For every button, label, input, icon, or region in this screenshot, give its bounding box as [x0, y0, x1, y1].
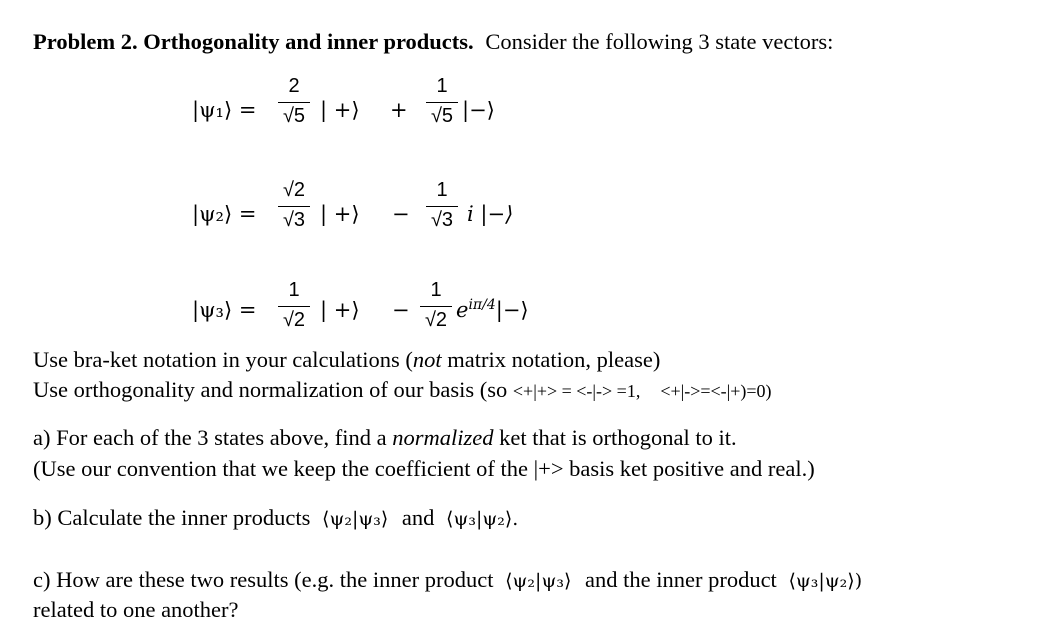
instruction-line-1: [33, 349, 660, 372]
psi3-frac1-den: √2: [282, 309, 306, 331]
part-c-inner-product-1: ⟨ψ₂|ψ₃⟩: [505, 570, 572, 592]
problem-intro: Consider the following 3 state vectors:: [485, 29, 834, 54]
psi2-op: −: [392, 202, 410, 226]
psi1-frac1: [276, 76, 312, 130]
instruction-1-text-b: matrix notation, please): [441, 347, 661, 372]
psi3-frac2-num: 1: [430, 279, 442, 301]
psi3-op: −: [392, 298, 410, 322]
psi1-frac1-num: 2: [288, 75, 300, 97]
psi3-frac1: [276, 280, 312, 334]
psi3-frac1-num: 1: [288, 279, 300, 301]
part-a-text-b: ket that is orthogonal to it.: [493, 425, 737, 450]
part-c-inner-product-2: ⟨ψ₃|ψ₂⟩): [788, 570, 863, 592]
instruction-1-not: not: [412, 347, 442, 372]
part-c-text-mid: and the inner product: [585, 567, 777, 592]
psi3-term1: | +⟩: [320, 298, 360, 322]
part-b-inner-product-2: ⟨ψ₃|ψ₂⟩.: [446, 508, 519, 530]
problem-heading: Problem 2. Orthogonality and inner products.: [33, 29, 474, 54]
psi2-term2: i |−⟩: [467, 202, 514, 226]
part-a-line-1: [33, 427, 737, 450]
psi1-frac2-num: 1: [436, 75, 448, 97]
instruction-2-basis-norm: <+|+> = <-|-> =1,: [512, 381, 641, 401]
part-c-line-2: [33, 599, 239, 622]
psi1-frac2: [424, 76, 460, 130]
psi3-term2: |−⟩: [495, 298, 529, 322]
psi3-frac2: [418, 280, 454, 334]
psi3-frac2-den: √2: [424, 309, 448, 331]
psi3-term2-group: [456, 297, 529, 322]
part-c-line-1: [33, 569, 862, 592]
part-a-normalized: normalized: [392, 425, 494, 450]
fraction-bar: [278, 206, 310, 207]
psi3-exp-base: e: [456, 298, 469, 322]
psi2-term1: | +⟩: [320, 202, 360, 226]
psi2-frac1-den: √3: [282, 209, 306, 231]
psi1-op: +: [390, 98, 408, 122]
part-b-text: b) Calculate the inner products: [33, 505, 311, 530]
instruction-line-2: [33, 379, 772, 402]
psi3-exp-power: iπ/4: [468, 297, 496, 313]
instruction-1-text-a: Use bra-ket notation in your calculations (: [33, 347, 413, 372]
part-b-line: [33, 507, 518, 530]
part-c-text-b: related to one another?: [33, 597, 239, 622]
instruction-2-text-a: Use orthogonality and normalization of our basis (so: [33, 377, 513, 402]
psi2-frac2-num: 1: [436, 179, 448, 201]
part-c-text-a: c) How are these two results (e.g. the inner product: [33, 567, 494, 592]
psi2-frac1: [276, 180, 312, 234]
part-b-and: and: [401, 505, 435, 530]
problem-heading-line: [33, 31, 833, 54]
psi1-frac2-den: √5: [430, 105, 454, 127]
fraction-bar: [426, 102, 458, 103]
psi1-term2: |−⟩: [462, 98, 495, 122]
psi2-frac2-den: √3: [430, 209, 454, 231]
fraction-bar: [278, 102, 310, 103]
part-b-inner-product-1: ⟨ψ₂|ψ₃⟩: [322, 508, 389, 530]
fraction-bar: [426, 206, 458, 207]
part-a-convention: (Use our convention that we keep the coefficient of the |+> basis ket positive and real.): [33, 456, 815, 481]
psi2-frac1-num: √2: [282, 179, 306, 201]
psi1-term1: | +⟩: [320, 98, 360, 122]
psi2-frac2: [424, 180, 460, 234]
psi3-lhs: |ψ₃⟩ =: [192, 298, 257, 322]
psi1-lhs: |ψ₁⟩ =: [192, 98, 257, 122]
fraction-bar: [278, 306, 310, 307]
psi1-frac1-den: √5: [282, 105, 306, 127]
instruction-2-basis-orth: <+|->=<-|+)=0): [660, 381, 772, 401]
fraction-bar: [420, 306, 452, 307]
part-a-text-a: a) For each of the 3 states above, find a: [33, 425, 393, 450]
psi2-lhs: |ψ₂⟩ =: [192, 202, 257, 226]
part-a-line-2: [33, 458, 815, 481]
